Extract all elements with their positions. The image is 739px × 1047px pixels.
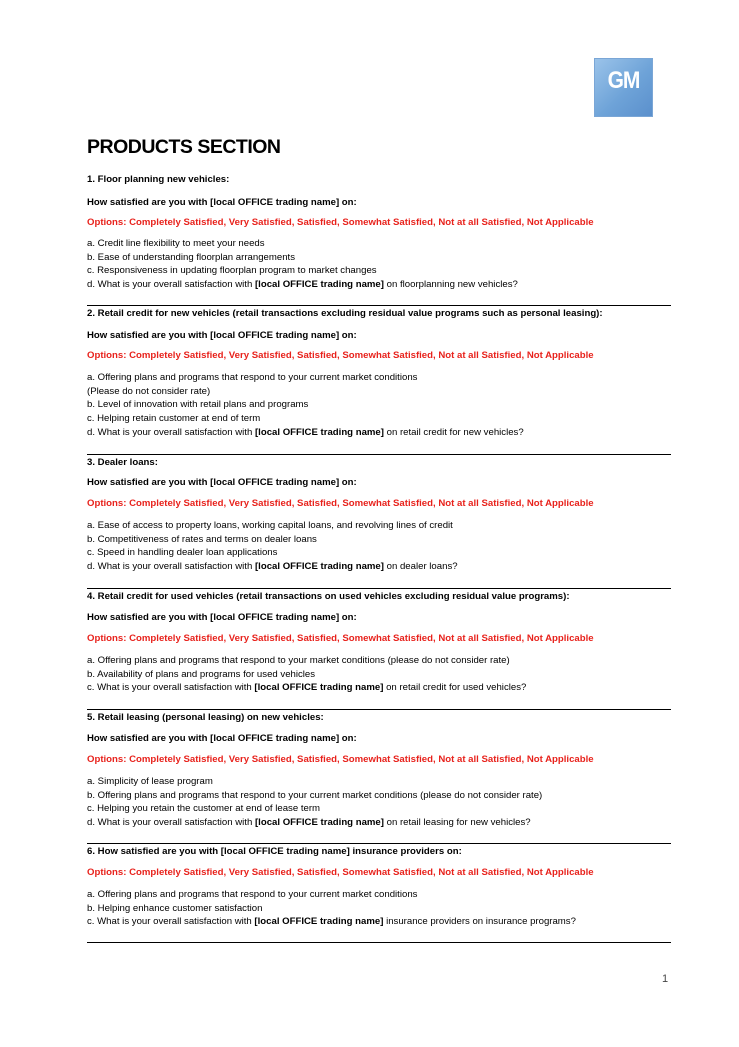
question-item: a. Offering plans and programs that respond to your current market conditions (87, 889, 418, 900)
section-divider (87, 709, 671, 710)
section-divider (87, 588, 671, 589)
satisfaction-question: How satisfied are you with [local OFFICE trading name] on: (87, 197, 357, 208)
overall-satisfaction-item (87, 915, 576, 929)
overall-bold: [local OFFICE trading name] (254, 817, 384, 829)
overall-pre: d. What is your overall satisfaction with (87, 426, 255, 438)
overall-satisfaction-item (87, 426, 524, 440)
question-item: c. Speed in handling dealer loan applications (87, 547, 278, 559)
answer-options: Options: Completely Satisfied, Very Satisfied, Satisfied, Somewhat Satisfied, Not at all Satisfied, Not Applicable (87, 867, 594, 878)
overall-satisfaction-item (87, 278, 518, 292)
question-item: b. Availability of plans and programs for used vehicles (87, 668, 316, 680)
question-item: a. Offering plans and programs that respond to your current market conditions (87, 372, 418, 383)
satisfaction-question: How satisfied are you with [local OFFICE trading name] on: (87, 612, 357, 623)
answer-options: Options: Completely Satisfied, Very Satisfied, Satisfied, Somewhat Satisfied, Not at all Satisfied, Not Applicable (87, 754, 594, 765)
gm-logo-text: GM (607, 67, 640, 94)
document-body (87, 134, 671, 928)
question-items (87, 371, 524, 440)
overall-bold: [local OFFICE trading name] (254, 279, 384, 291)
overall-pre: d. What is your overall satisfaction with (87, 279, 255, 291)
overall-post: on retail leasing for new vehicles? (383, 817, 531, 829)
page-title: PRODUCTS SECTION (87, 136, 281, 158)
question-item: c. Responsiveness in updating floorplan program to market changes (87, 265, 377, 277)
overall-pre: d. What is your overall satisfaction with (87, 817, 255, 829)
question-items (87, 888, 576, 929)
gm-logo (594, 58, 653, 117)
satisfaction-question: How satisfied are you with [local OFFICE trading name] on: (87, 733, 357, 744)
section-heading: 3. Dealer loans: (87, 457, 158, 468)
section-heading: 5. Retail leasing (personal leasing) on new vehicles: (87, 712, 324, 723)
question-item: a. Offering plans and programs that respond to your market conditions (please do not consider rate) (87, 655, 510, 666)
question-item: b. Offering plans and programs that respond to your current market conditions (please do not consider rate) (87, 789, 543, 801)
section-divider (87, 843, 671, 844)
section-divider (87, 305, 671, 306)
overall-post: on dealer loans? (383, 561, 458, 573)
section-divider (87, 942, 671, 943)
overall-satisfaction-item (87, 816, 542, 830)
overall-post: on retail credit for new vehicles? (383, 426, 524, 438)
overall-post: on retail credit for used vehicles? (383, 682, 527, 694)
question-item: (Please do not consider rate) (87, 385, 211, 397)
overall-bold: [local OFFICE trading name] (254, 682, 384, 694)
overall-post: insurance providers on insurance programs? (383, 916, 576, 928)
satisfaction-question: How satisfied are you with [local OFFICE trading name] on: (87, 477, 357, 488)
question-item: b. Level of innovation with retail plans and programs (87, 399, 309, 411)
section-heading: 4. Retail credit for used vehicles (retail transactions on used vehicles excluding residual value programs): (87, 591, 570, 602)
overall-bold: [local OFFICE trading name] (254, 426, 384, 438)
overall-pre: c. What is your overall satisfaction with (87, 916, 255, 928)
page-number: 1 (662, 973, 669, 985)
question-item: b. Competitiveness of rates and terms on dealer loans (87, 533, 317, 545)
question-item: b. Helping enhance customer satisfaction (87, 902, 263, 914)
section-heading: 6. How satisfied are you with [local OFFICE trading name] insurance providers on: (87, 846, 462, 857)
overall-satisfaction-item (87, 560, 458, 574)
satisfaction-question: How satisfied are you with [local OFFICE trading name] on: (87, 330, 357, 341)
question-item: c. Helping you retain the customer at end of lease term (87, 803, 321, 815)
section-heading: 1. Floor planning new vehicles: (87, 174, 230, 185)
question-item: a. Simplicity of lease program (87, 776, 213, 787)
question-items (87, 654, 526, 695)
overall-pre: d. What is your overall satisfaction with (87, 561, 255, 573)
section-heading: 2. Retail credit for new vehicles (retail transactions excluding residual value programs such as personal leasing): (87, 308, 603, 319)
question-item: b. Ease of understanding floorplan arrangements (87, 251, 295, 263)
overall-bold: [local OFFICE trading name] (254, 561, 384, 573)
question-items (87, 519, 458, 574)
answer-options: Options: Completely Satisfied, Very Satisfied, Satisfied, Somewhat Satisfied, Not at all Satisfied, Not Applicable (87, 350, 594, 361)
question-items (87, 237, 518, 292)
overall-satisfaction-item (87, 681, 526, 695)
answer-options: Options: Completely Satisfied, Very Satisfied, Satisfied, Somewhat Satisfied, Not at all Satisfied, Not Applicable (87, 633, 594, 644)
answer-options: Options: Completely Satisfied, Very Satisfied, Satisfied, Somewhat Satisfied, Not at all Satisfied, Not Applicable (87, 498, 594, 509)
question-item: a. Credit line flexibility to meet your needs (87, 238, 265, 249)
overall-pre: c. What is your overall satisfaction with (87, 682, 255, 694)
question-items (87, 775, 542, 830)
question-item: c. Helping retain customer at end of term (87, 413, 261, 425)
section-divider (87, 454, 671, 455)
overall-bold: [local OFFICE trading name] (254, 916, 384, 928)
question-item: a. Ease of access to property loans, working capital loans, and revolving lines of credit (87, 520, 453, 531)
overall-post: on floorplanning new vehicles? (383, 279, 518, 291)
answer-options: Options: Completely Satisfied, Very Satisfied, Satisfied, Somewhat Satisfied, Not at all Satisfied, Not Applicable (87, 217, 594, 228)
